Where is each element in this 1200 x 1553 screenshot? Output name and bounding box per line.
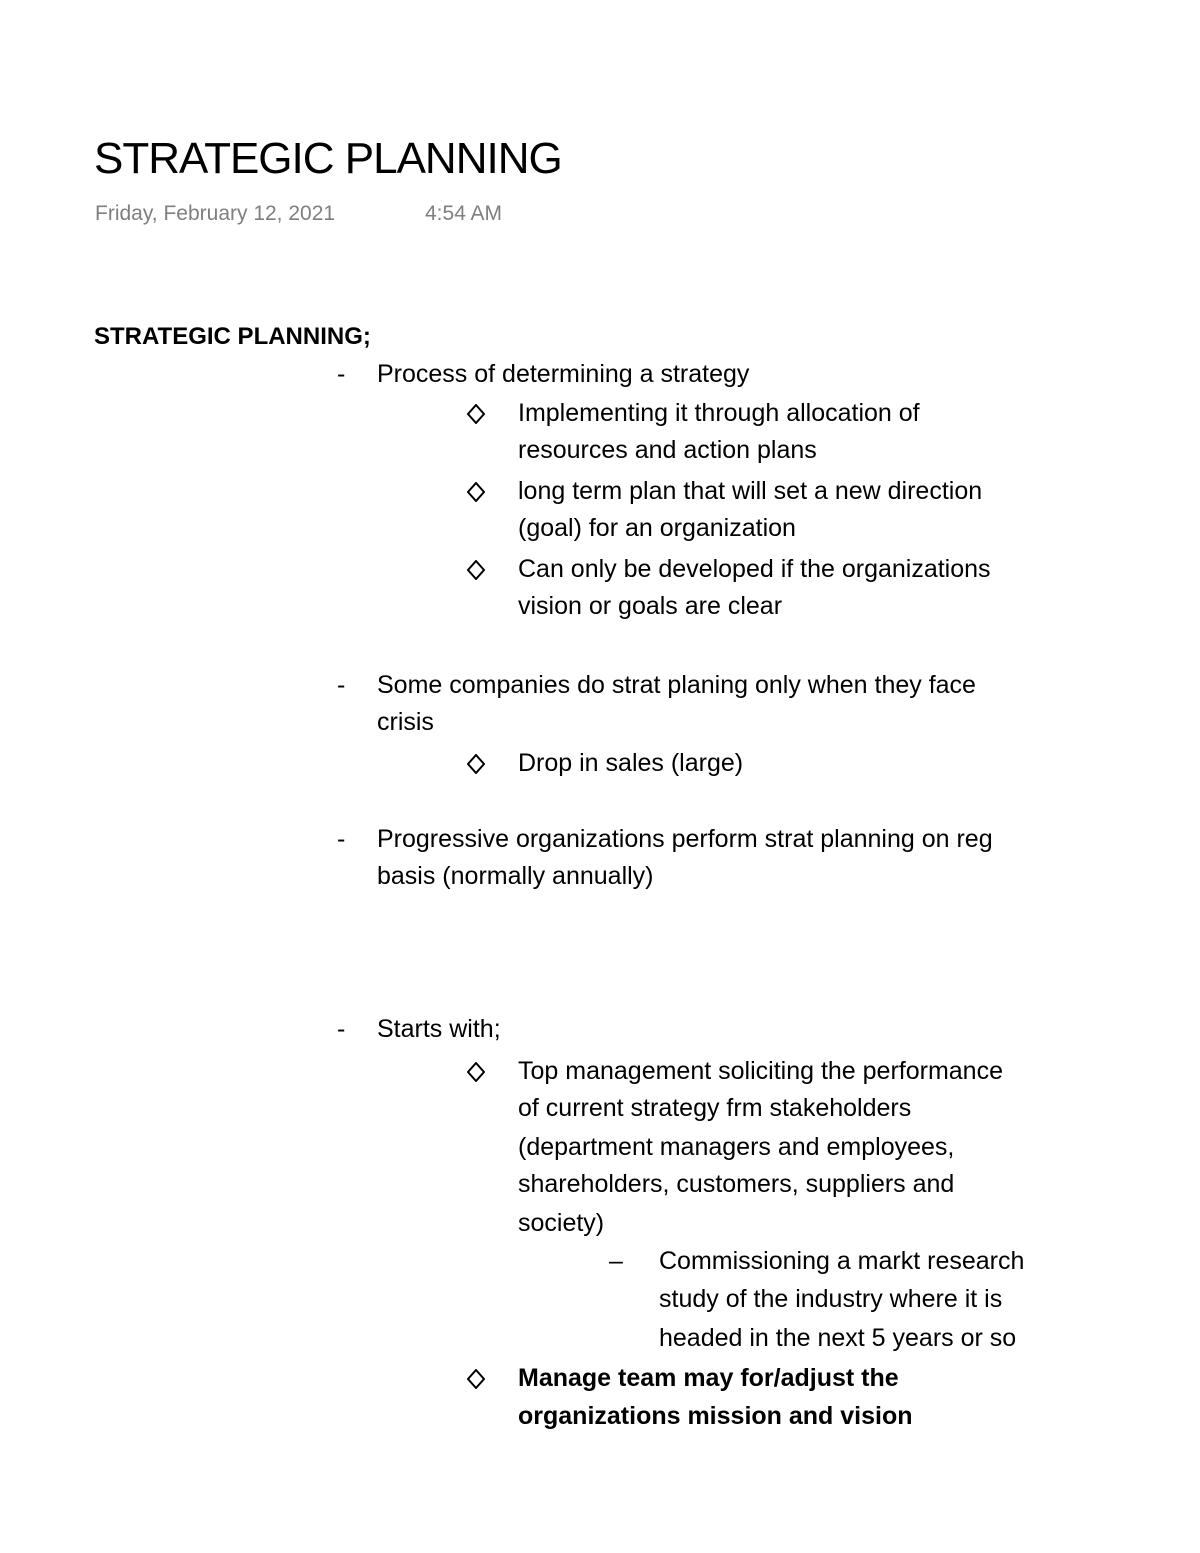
diamond-bullet-icon <box>467 394 489 432</box>
dash-bullet: - <box>337 1015 346 1043</box>
list-item-continuation: resources and action plans <box>518 436 817 464</box>
list-item-continuation: society) <box>518 1209 605 1237</box>
list-item-continuation: organizations mission and vision <box>518 1402 913 1430</box>
page-title: STRATEGIC PLANNING <box>94 134 562 183</box>
list-item-continuation: (department managers and employees, <box>518 1133 955 1161</box>
list-item: Progressive organizations perform strat planning on reg <box>377 825 993 853</box>
list-item-continuation: (goal) for an organization <box>518 514 796 542</box>
list-item: Process of determining a strategy <box>377 360 750 388</box>
endash-bullet: – <box>609 1247 623 1275</box>
list-item-continuation: vision or goals are clear <box>518 592 783 620</box>
page-time: 4:54 AM <box>425 202 503 225</box>
list-item-continuation: shareholders, customers, suppliers and <box>518 1170 955 1198</box>
list-item: Drop in sales (large) <box>518 749 744 777</box>
list-item: Some companies do strat planing only when they face <box>377 671 976 699</box>
dash-bullet: - <box>337 671 346 699</box>
diamond-bullet-icon <box>467 550 489 588</box>
diamond-bullet-icon <box>467 472 489 510</box>
list-item: long term plan that will set a new direction <box>518 477 983 505</box>
diamond-bullet-icon <box>467 1359 489 1397</box>
dash-bullet: - <box>337 825 346 853</box>
diamond-bullet-icon <box>467 1052 489 1090</box>
list-item: Starts with; <box>377 1015 501 1043</box>
dash-bullet: - <box>337 360 346 388</box>
list-item-continuation: of current strategy frm stakeholders <box>518 1094 912 1122</box>
section-heading: STRATEGIC PLANNING; <box>94 323 371 350</box>
list-item-continuation: crisis <box>377 708 434 736</box>
list-item-bold: Manage team may for/adjust the <box>518 1364 899 1392</box>
list-item: Implementing it through allocation of <box>518 399 920 427</box>
list-item: Top management soliciting the performance <box>518 1057 1003 1085</box>
diamond-bullet-icon <box>467 744 489 782</box>
list-item-continuation: study of the industry where it is <box>659 1285 1003 1313</box>
page-date: Friday, February 12, 2021 <box>95 202 336 225</box>
list-item-continuation: basis (normally annually) <box>377 862 654 890</box>
list-item-continuation: headed in the next 5 years or so <box>659 1324 1017 1352</box>
list-item: Can only be developed if the organizations <box>518 555 991 583</box>
list-item: Commissioning a markt research <box>659 1247 1025 1275</box>
